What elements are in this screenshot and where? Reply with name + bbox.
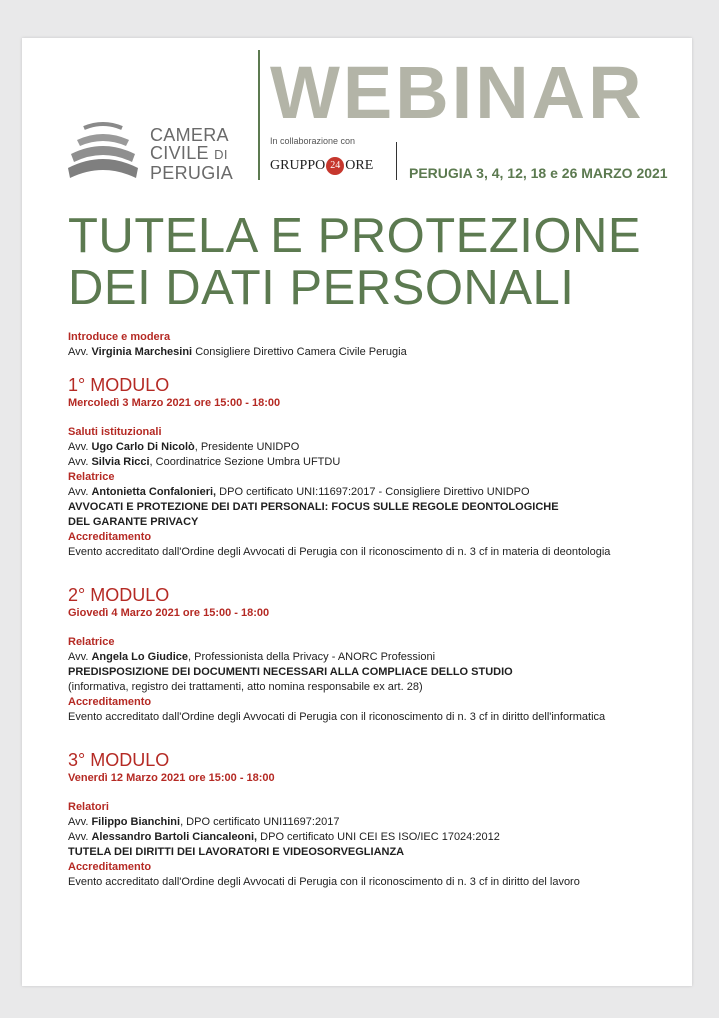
greeting-role: , Coordinatrice Sezione Umbra UFTDU	[149, 456, 341, 468]
module-1-greeting	[68, 455, 678, 470]
intro-heading: Introduce e modera	[68, 331, 171, 343]
module-3-speakers-heading: Relatori	[68, 801, 109, 813]
module-2-title: 2° MODULO	[68, 585, 170, 605]
module-2-accreditation-heading: Accreditamento	[68, 696, 152, 708]
module-3-title: 3° MODULO	[68, 750, 170, 770]
module-1-date: Mercoledì 3 Marzo 2021 ore 15:00 - 18:00	[68, 397, 281, 409]
module-1-speakers-heading: Relatrice	[68, 471, 115, 483]
title-line-2: DEI DATI PERSONALI	[68, 261, 575, 315]
logo-line-2: CIVILE	[150, 143, 209, 163]
module-3-topic-line-1: TUTELA DEI DIRITTI DEI LAVORATORI E VIDEOSORVEGLIANZA	[68, 846, 405, 858]
event-dates: PERUGIA 3, 4, 12, 18 e 26 MARZO 2021	[409, 165, 668, 181]
webinar-heading: WEBINAR	[270, 51, 645, 134]
partner-number-badge: 24	[326, 157, 344, 175]
intro-moderator	[68, 345, 678, 360]
partner-logo	[270, 157, 373, 175]
module-2-accreditation: Evento accreditato dall'Ordine degli Avvocati di Perugia con il riconoscimento di n. 3 cf in diritto dell'informatica	[68, 711, 606, 723]
module-1-accreditation-heading: Accreditamento	[68, 531, 152, 543]
speaker-role: DPO certificato UNI CEI ES ISO/IEC 17024:2012	[257, 831, 500, 843]
collaboration-label: In collaborazione con	[270, 136, 356, 146]
module-1-greeting	[68, 440, 678, 455]
greeting-name: Ugo Carlo Di Nicolò	[91, 441, 195, 453]
logo-line-3: PERUGIA	[150, 163, 234, 183]
module-1-topic-line-2: DEL GARANTE PRIVACY	[68, 516, 199, 528]
intro-prefix: Avv.	[68, 346, 89, 358]
module-3-accreditation: Evento accreditato dall'Ordine degli Avvocati di Perugia con il riconoscimento di n. 3 cf in diritto del lavoro	[68, 876, 580, 888]
module-1-title: 1° MODULO	[68, 375, 170, 395]
module-3-speaker	[68, 830, 678, 845]
module-2-date: Giovedì 4 Marzo 2021 ore 15:00 - 18:00	[68, 607, 270, 619]
partner-name-end: ORE	[345, 158, 374, 174]
speaker-prefix: Avv.	[68, 651, 89, 663]
logo-line-1: CAMERA	[150, 125, 229, 145]
logo-line-2-suffix: DI	[214, 147, 228, 162]
module-3-date: Venerdì 12 Marzo 2021 ore 15:00 - 18:00	[68, 772, 275, 784]
speaker-role: DPO certificato UNI:11697:2017 - Consigliere Direttivo UNIDPO	[216, 486, 530, 498]
flyer-page	[22, 38, 692, 986]
program-content	[68, 330, 678, 890]
module-1-speaker	[68, 485, 678, 500]
partner-name-start: GRUPPO	[270, 158, 326, 174]
speaker-prefix: Avv.	[68, 486, 89, 498]
partner-divider	[396, 142, 397, 180]
speaker-name: Alessandro Bartoli Ciancaleoni,	[91, 831, 258, 843]
intro-name: Virginia Marchesini	[91, 346, 193, 358]
speaker-role: , DPO certificato UNI11697:2017	[180, 816, 340, 828]
greeting-name: Silvia Ricci	[91, 456, 150, 468]
speaker-name: Angela Lo Giudice	[91, 651, 189, 663]
module-1-accreditation: Evento accreditato dall'Ordine degli Avvocati di Perugia con il riconoscimento di n. 3 cf in materia di deontologia	[68, 546, 611, 558]
speaker-name: Filippo Bianchini	[91, 816, 181, 828]
module-2-speaker	[68, 650, 678, 665]
speaker-name: Antonietta Confalonieri,	[91, 486, 217, 498]
greeting-role: , Presidente UNIDPO	[194, 441, 300, 453]
logo-wordmark	[150, 126, 233, 182]
module-2-topic-line-1: PREDISPOSIZIONE DEI DOCUMENTI NECESSARI ALLA COMPLIACE DELLO STUDIO	[68, 666, 513, 678]
module-1-greetings-heading: Saluti istituzionali	[68, 426, 162, 438]
greeting-prefix: Avv.	[68, 441, 89, 453]
camera-civile-logo-icon	[66, 118, 141, 188]
title-line-1: TUTELA E PROTEZIONE	[68, 209, 642, 263]
speaker-prefix: Avv.	[68, 831, 89, 843]
page-title	[68, 210, 641, 314]
module-3-speaker	[68, 815, 678, 830]
intro-role: Consigliere Direttivo Camera Civile Perugia	[195, 346, 407, 358]
greeting-prefix: Avv.	[68, 456, 89, 468]
module-2-topic-note: (informativa, registro dei trattamenti, atto nomina responsabile ex art. 28)	[68, 681, 423, 693]
header-divider	[258, 50, 260, 180]
module-3-accreditation-heading: Accreditamento	[68, 861, 152, 873]
speaker-role: , Professionista della Privacy - ANORC Professioni	[188, 651, 436, 663]
module-2-speakers-heading: Relatrice	[68, 636, 115, 648]
module-1-topic-line-1: AVVOCATI E PROTEZIONE DEI DATI PERSONALI: FOCUS SULLE REGOLE DEONTOLOGICHE	[68, 501, 559, 513]
speaker-prefix: Avv.	[68, 816, 89, 828]
